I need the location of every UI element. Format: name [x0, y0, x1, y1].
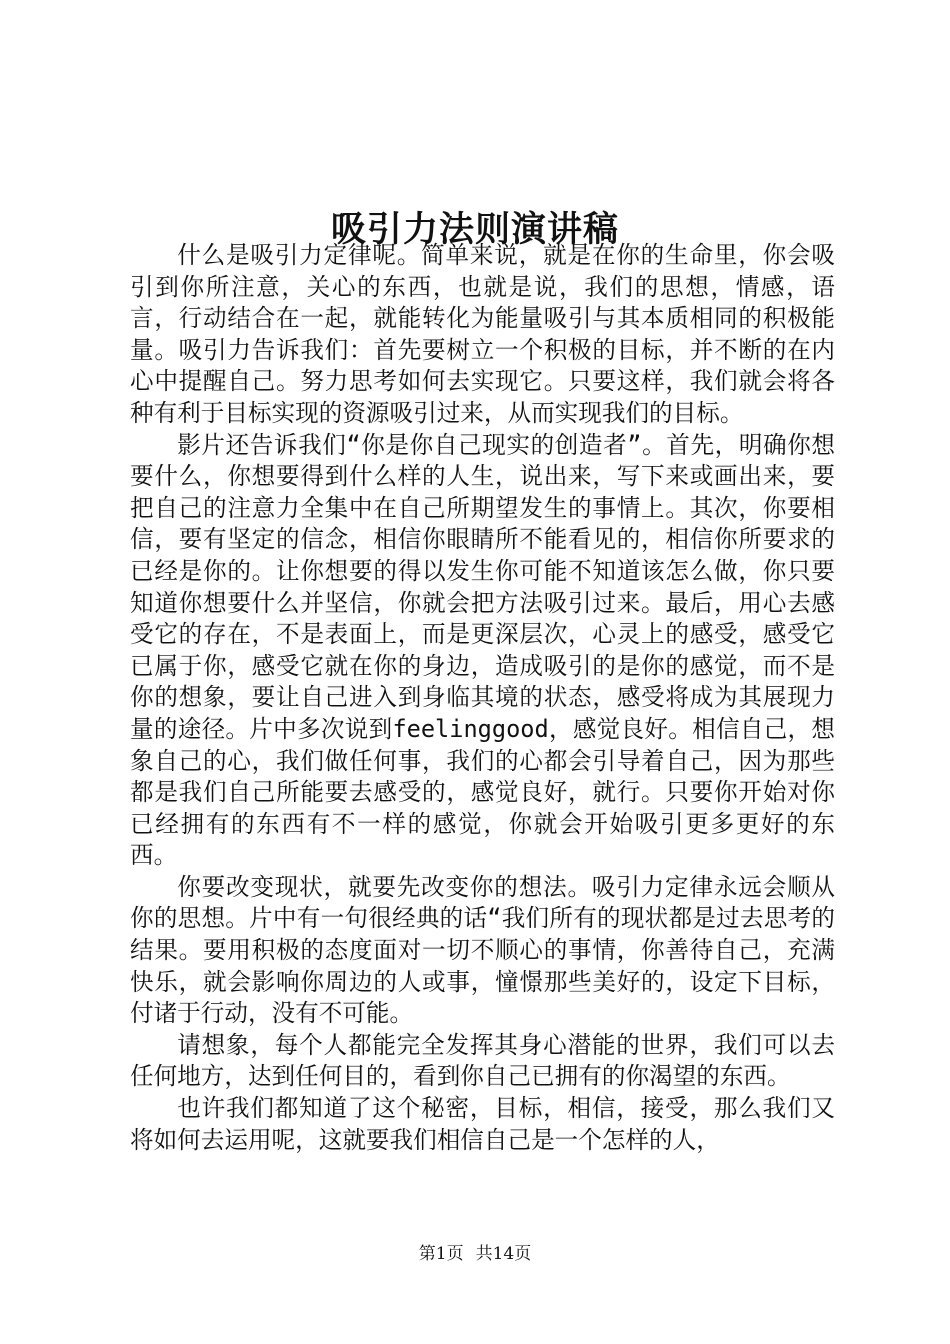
paragraph: 影片还告诉我们“你是你自己现实的创造者”。首先，明确你想要什么，你想要得到什么样的人生，说出来，写下来或画出来，要把自己的注意力全集中在自己所期望发生的事情上。其次，你要相信，要有坚定的信念，相信你眼睛所不能看见的，相信你所要求的已经是你的。让你想要的得以发生你可能不知道该怎么做，你只要知道你想要什么并坚信，你就会把方法吸引过来。最后，用心去感受它的存在，不是表面上，而是更深层次，心灵上的感受，感受它已属于你，感受它就在你的身边，造成吸引的是你的感觉，而不是你的想象，要让自己进入到身临其境的状态，感受将成为其展现力量的途径。片中多次说到feelinggood，感觉良好。相信自己，想象自己的心，我们做任何事，我们的心都会引导着自己，因为那些都是我们自己所能要去感受的，感觉良好，就行。只要你开始对你已经拥有的东西有不一样的感觉，你就会开始吸引更多更好的东西。 — [130, 430, 835, 870]
page-footer — [0, 1242, 950, 1266]
paragraph: 也许我们都知道了这个秘密，目标，相信，接受，那么我们又将如何去运用呢，这就要我们相信自己是一个怎样的人， — [130, 1094, 835, 1154]
paragraph: 请想象，每个人都能完全发挥其身心潜能的世界，我们可以去任何地方，达到任何目的，看到你自己已拥有的你渴望的东西。 — [130, 1030, 835, 1091]
total-pages: 共14页 — [475, 1244, 532, 1264]
document-title: 吸引力法则演讲稿 — [330, 209, 619, 251]
paragraph: 你要改变现状，就要先改变你的想法。吸引力定律永远会顺从你的思想。片中有一句很经典的话“我们所有的现状都是过去思考的结果。要用积极的态度面对一切不顺心的事情，你善待自己，充满快乐，就会影响你周边的人或事，憧憬那些美好的，设定下目标，付诸于行动，没有不可能。 — [130, 872, 835, 1028]
paragraph: 什么是吸引力定律呢。简单来说，就是在你的生命里，你会吸引到你所注意，关心的东西，也就是说，我们的思想，情感，语言，行动结合在一起，就能转化为能量吸引与其本质相同的积极能量。吸引力告诉我们：首先要树立一个积极的目标，并不断的在内心中提醒自己。努力思考如何去实现它。只要这样，我们就会将各种有利于目标实现的资源吸引过来，从而实现我们的目标。 — [130, 241, 835, 427]
page-number: 第1页 — [418, 1244, 464, 1264]
document-body — [130, 240, 835, 1156]
